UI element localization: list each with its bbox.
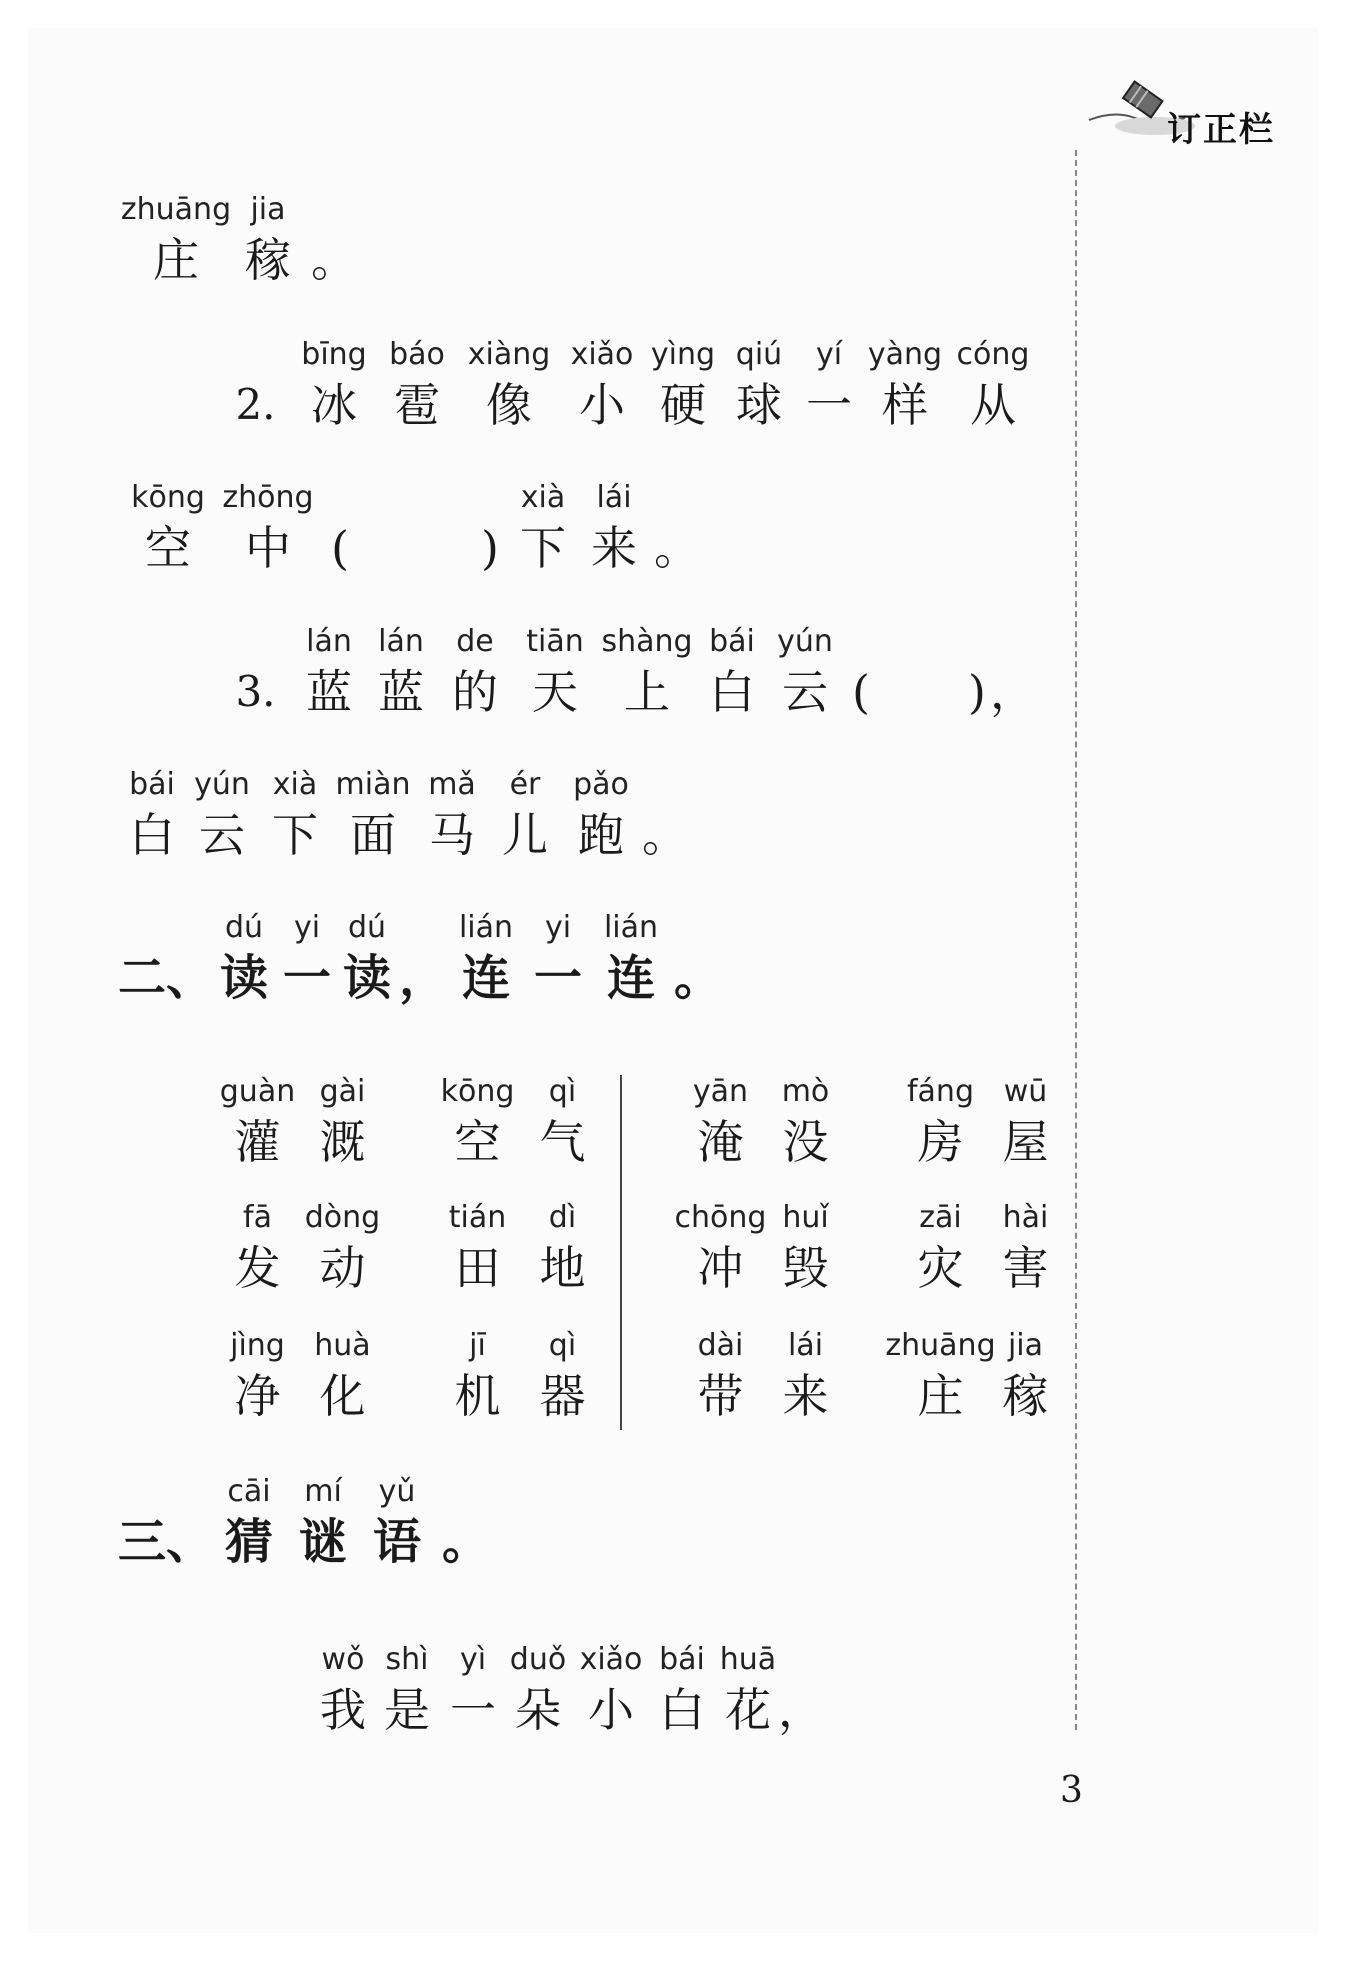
pinyin: fáng xyxy=(906,1074,974,1109)
hanzi: 云 xyxy=(199,808,245,862)
word-char[interactable] xyxy=(215,1072,300,1172)
section-number: 二、 xyxy=(118,950,215,1006)
char-cell xyxy=(212,1472,286,1572)
punctuation: ， xyxy=(398,950,447,1006)
word-char[interactable] xyxy=(885,1326,996,1426)
char-cell xyxy=(649,1640,715,1740)
char-cell xyxy=(120,478,216,578)
pinyin: huǐ xyxy=(782,1200,829,1235)
pinyin: bái xyxy=(709,624,755,659)
match-row-left xyxy=(215,1198,605,1298)
continued-line xyxy=(120,190,364,290)
word-char[interactable] xyxy=(300,1198,385,1298)
pinyin: kōng xyxy=(131,480,205,515)
pinyin: miàn xyxy=(335,767,411,802)
item-3-line-1 xyxy=(218,622,1036,722)
hanzi: 器 xyxy=(539,1369,586,1423)
hanzi: 房 xyxy=(917,1115,964,1169)
char-cell xyxy=(416,765,488,865)
char-cell xyxy=(522,908,594,1008)
section-3-heading xyxy=(120,1472,498,1572)
pinyin: guàn xyxy=(219,1074,296,1109)
hanzi: 毁 xyxy=(782,1241,829,1295)
pinyin: cāi xyxy=(227,1474,271,1509)
match-row-left xyxy=(215,1326,605,1426)
hanzi: 云 xyxy=(782,665,828,719)
word-char[interactable] xyxy=(763,1326,848,1426)
pinyin: jia xyxy=(1007,1328,1044,1363)
hanzi: 样 xyxy=(882,378,928,432)
pinyin: xiàng xyxy=(467,337,551,372)
pinyin: yi xyxy=(293,910,321,945)
char-cell xyxy=(450,908,522,1008)
hanzi: 冲 xyxy=(697,1241,744,1295)
word-char[interactable] xyxy=(898,1198,983,1298)
pinyin: ér xyxy=(509,767,541,802)
hanzi: 稼 xyxy=(245,233,291,287)
pinyin: yi xyxy=(544,910,572,945)
item-number: 2. xyxy=(235,380,276,429)
hanzi: 语 xyxy=(372,1514,421,1570)
hanzi: 灌 xyxy=(234,1115,281,1169)
hanzi: 连 xyxy=(606,950,655,1006)
pinyin: yún xyxy=(777,624,833,659)
pinyin: qì xyxy=(548,1074,577,1109)
hanzi: 朵 xyxy=(515,1683,561,1737)
hanzi: 跑 xyxy=(578,808,624,862)
pinyin: bái xyxy=(659,1642,705,1677)
item-number: 3. xyxy=(235,667,276,716)
pinyin: dú xyxy=(224,910,264,945)
hanzi: 读 xyxy=(342,950,391,1006)
hanzi: 屋 xyxy=(1002,1115,1049,1169)
word-char[interactable] xyxy=(674,1198,767,1298)
pinyin: hài xyxy=(1002,1200,1049,1235)
hanzi: 没 xyxy=(782,1115,829,1169)
char-cell xyxy=(861,335,949,435)
hanzi: 白 xyxy=(659,1683,705,1737)
hanzi: 球 xyxy=(736,378,782,432)
char-cell xyxy=(338,908,396,1008)
hanzi: 来 xyxy=(591,521,637,575)
hanzi: 带 xyxy=(697,1369,744,1423)
char-cell xyxy=(437,622,513,722)
char-cell xyxy=(949,335,1037,435)
punctuation: 。 xyxy=(673,950,722,1006)
pinyin: yún xyxy=(194,767,250,802)
hanzi: 溉 xyxy=(319,1115,366,1169)
match-divider xyxy=(620,1075,622,1430)
pinyin: zāi xyxy=(919,1200,962,1235)
hanzi: 灾 xyxy=(917,1241,964,1295)
hanzi: 像 xyxy=(486,378,532,432)
pinyin: dì xyxy=(548,1200,577,1235)
char-cell xyxy=(330,765,416,865)
hanzi: 连 xyxy=(461,950,510,1006)
char-cell xyxy=(365,622,437,722)
hanzi: 害 xyxy=(1002,1241,1049,1295)
hanzi: 从 xyxy=(970,378,1016,432)
answer-blank[interactable] xyxy=(360,478,470,578)
hanzi: 小 xyxy=(588,1683,634,1737)
word-char[interactable] xyxy=(678,1326,763,1426)
correction-column-label: 订正栏 xyxy=(1167,110,1275,150)
hanzi: 气 xyxy=(539,1115,586,1169)
word-char[interactable] xyxy=(983,1326,1068,1426)
item-2-line-2 xyxy=(120,478,702,578)
hanzi: 稼 xyxy=(1002,1369,1049,1423)
hanzi: 小 xyxy=(579,378,625,432)
answer-blank[interactable] xyxy=(879,622,959,722)
char-cell xyxy=(645,335,721,435)
item-2-line-1 xyxy=(218,335,1037,435)
char-cell xyxy=(260,765,330,865)
char-cell xyxy=(503,1640,573,1740)
pinyin: tián xyxy=(448,1200,507,1235)
pinyin: jia xyxy=(250,192,286,227)
hanzi: 空 xyxy=(454,1115,501,1169)
word-char[interactable] xyxy=(898,1072,983,1172)
pinyin: jī xyxy=(469,1328,486,1363)
hanzi: 蓝 xyxy=(378,665,424,719)
char-cell xyxy=(360,1472,434,1572)
word-char[interactable] xyxy=(520,1198,605,1298)
char-cell xyxy=(488,765,562,865)
hanzi: 机 xyxy=(454,1369,501,1423)
char-cell xyxy=(721,335,797,435)
punctuation: ， xyxy=(778,1683,824,1737)
pinyin: bīng xyxy=(301,337,367,372)
pinyin: bái xyxy=(129,767,175,802)
pinyin: yí xyxy=(815,337,843,372)
char-cell xyxy=(120,190,232,290)
char-cell xyxy=(371,1640,443,1740)
char-cell xyxy=(293,622,365,722)
hanzi: 净 xyxy=(234,1369,281,1423)
hanzi: 冰 xyxy=(311,378,357,432)
punctuation: 。 xyxy=(441,1514,490,1570)
pinyin: mí xyxy=(304,1474,342,1509)
char-cell xyxy=(767,622,843,722)
pinyin: yàng xyxy=(867,337,943,372)
match-row-right xyxy=(678,1326,1068,1426)
char-cell xyxy=(459,335,559,435)
hanzi: 一 xyxy=(282,950,331,1006)
hanzi: 来 xyxy=(782,1369,829,1423)
pinyin: chōng xyxy=(674,1200,767,1235)
pinyin: lán xyxy=(306,624,352,659)
hanzi: 庄 xyxy=(917,1369,964,1423)
pinyin: zhuāng xyxy=(120,192,232,227)
hanzi: 的 xyxy=(452,665,498,719)
char-cell xyxy=(216,478,320,578)
word-char[interactable] xyxy=(435,1072,520,1172)
section-2-heading xyxy=(120,908,728,1008)
pinyin: qiú xyxy=(735,337,783,372)
pinyin: báo xyxy=(389,337,445,372)
pinyin: pǎo xyxy=(573,767,629,802)
hanzi: 儿 xyxy=(502,808,548,862)
word-char[interactable] xyxy=(435,1326,520,1426)
hanzi: 谜 xyxy=(298,1514,347,1570)
word-char[interactable] xyxy=(983,1072,1068,1172)
hanzi: 读 xyxy=(219,950,268,1006)
pinyin: lái xyxy=(787,1328,824,1363)
pinyin: wū xyxy=(1003,1074,1048,1109)
hanzi: 花 xyxy=(725,1683,771,1737)
match-row-right xyxy=(674,1198,1068,1298)
word-char[interactable] xyxy=(215,1198,300,1298)
word-char[interactable] xyxy=(435,1198,520,1298)
item-3-line-2 xyxy=(120,765,690,865)
hanzi: 庄 xyxy=(153,233,199,287)
word-char[interactable] xyxy=(520,1072,605,1172)
pinyin: lián xyxy=(603,910,659,945)
pinyin: xià xyxy=(272,767,318,802)
char-cell xyxy=(120,765,184,865)
correction-column-header xyxy=(1085,80,1305,160)
pinyin: yì xyxy=(459,1642,487,1677)
word-char[interactable] xyxy=(300,1072,385,1172)
char-cell xyxy=(293,335,375,435)
hanzi: 马 xyxy=(429,808,475,862)
pinyin: yān xyxy=(692,1074,749,1109)
punctuation: 。 xyxy=(642,808,688,862)
word-char[interactable] xyxy=(763,1072,848,1172)
punctuation: 。 xyxy=(311,233,357,287)
hanzi: 发 xyxy=(234,1241,281,1295)
hanzi: 田 xyxy=(454,1241,501,1295)
word-char[interactable] xyxy=(215,1326,300,1426)
char-cell xyxy=(697,622,767,722)
char-cell xyxy=(286,1472,360,1572)
pinyin: fā xyxy=(243,1200,272,1235)
pinyin: wǒ xyxy=(321,1642,365,1677)
pinyin: dòng xyxy=(304,1200,381,1235)
riddle-line xyxy=(315,1640,824,1740)
pinyin: zhuāng xyxy=(885,1328,996,1363)
char-cell xyxy=(510,478,576,578)
char-cell xyxy=(304,190,364,290)
pinyin: qì xyxy=(548,1328,577,1363)
bracket-close: ) xyxy=(968,665,986,719)
bracket-open: ( xyxy=(852,665,870,719)
char-cell xyxy=(276,908,338,1008)
hanzi: 下 xyxy=(520,521,566,575)
word-char[interactable] xyxy=(763,1198,848,1298)
hanzi: 下 xyxy=(272,808,318,862)
pinyin: xiǎo xyxy=(579,1642,643,1677)
pinyin: lán xyxy=(378,624,424,659)
char-cell xyxy=(212,908,276,1008)
hanzi: 是 xyxy=(384,1683,430,1737)
hanzi: 一 xyxy=(450,1683,496,1737)
char-cell xyxy=(513,622,597,722)
hanzi: 地 xyxy=(539,1241,586,1295)
hanzi: 空 xyxy=(145,521,191,575)
pinyin: yǔ xyxy=(378,1474,416,1509)
pinyin: zhōng xyxy=(222,480,314,515)
page-number: 3 xyxy=(1060,1770,1083,1811)
pinyin: xià xyxy=(520,480,566,515)
match-row-right xyxy=(678,1072,1068,1172)
pinyin: lián xyxy=(458,910,514,945)
char-cell xyxy=(559,335,645,435)
pinyin: xiǎo xyxy=(570,337,634,372)
char-cell xyxy=(315,1640,371,1740)
hanzi: 淹 xyxy=(697,1115,744,1169)
pinyin: huā xyxy=(719,1642,777,1677)
char-cell xyxy=(797,335,861,435)
char-cell xyxy=(597,622,697,722)
char-cell xyxy=(573,1640,649,1740)
hanzi: 天 xyxy=(532,665,578,719)
pinyin: tiān xyxy=(526,624,584,659)
pinyin: huà xyxy=(314,1328,371,1363)
pinyin: gài xyxy=(319,1074,366,1109)
char-cell xyxy=(375,335,459,435)
bracket-open: ( xyxy=(331,521,349,575)
char-cell xyxy=(184,765,260,865)
word-char[interactable] xyxy=(678,1072,763,1172)
word-char[interactable] xyxy=(520,1326,605,1426)
pinyin: shàng xyxy=(601,624,693,659)
punctuation: ， xyxy=(990,665,1036,719)
hanzi: 雹 xyxy=(394,378,440,432)
pinyin: dài xyxy=(697,1328,744,1363)
pinyin: yìng xyxy=(650,337,716,372)
pinyin: kōng xyxy=(440,1074,515,1109)
hanzi: 动 xyxy=(319,1241,366,1295)
pinyin: cóng xyxy=(956,337,1030,372)
pinyin: shì xyxy=(385,1642,429,1677)
pinyin: lái xyxy=(596,480,632,515)
section-number: 三、 xyxy=(118,1514,215,1570)
hanzi: 中 xyxy=(245,521,291,575)
char-cell xyxy=(443,1640,503,1740)
pinyin: mǎ xyxy=(428,767,476,802)
hanzi: 一 xyxy=(533,950,582,1006)
bracket-close: ) xyxy=(481,521,499,575)
char-cell xyxy=(576,478,652,578)
hanzi: 猜 xyxy=(224,1514,273,1570)
pinyin: duǒ xyxy=(509,1642,567,1677)
hanzi: 蓝 xyxy=(306,665,352,719)
hanzi: 我 xyxy=(320,1683,366,1737)
hanzi: 白 xyxy=(129,808,175,862)
pinyin: mò xyxy=(781,1074,830,1109)
hanzi: 白 xyxy=(709,665,755,719)
correction-column-divider xyxy=(1075,150,1077,1730)
hanzi: 一 xyxy=(806,378,852,432)
hanzi: 硬 xyxy=(660,378,706,432)
word-char[interactable] xyxy=(983,1198,1068,1298)
char-cell xyxy=(715,1640,781,1740)
hanzi: 面 xyxy=(350,808,396,862)
word-char[interactable] xyxy=(300,1326,385,1426)
char-cell xyxy=(232,190,304,290)
pinyin: dú xyxy=(347,910,387,945)
punctuation: 。 xyxy=(654,521,700,575)
match-row-left xyxy=(215,1072,605,1172)
char-cell xyxy=(594,908,668,1008)
pinyin: de xyxy=(456,624,494,659)
pinyin: jìng xyxy=(230,1328,285,1363)
hanzi: 化 xyxy=(319,1369,366,1423)
char-cell xyxy=(562,765,640,865)
hanzi: 上 xyxy=(624,665,670,719)
